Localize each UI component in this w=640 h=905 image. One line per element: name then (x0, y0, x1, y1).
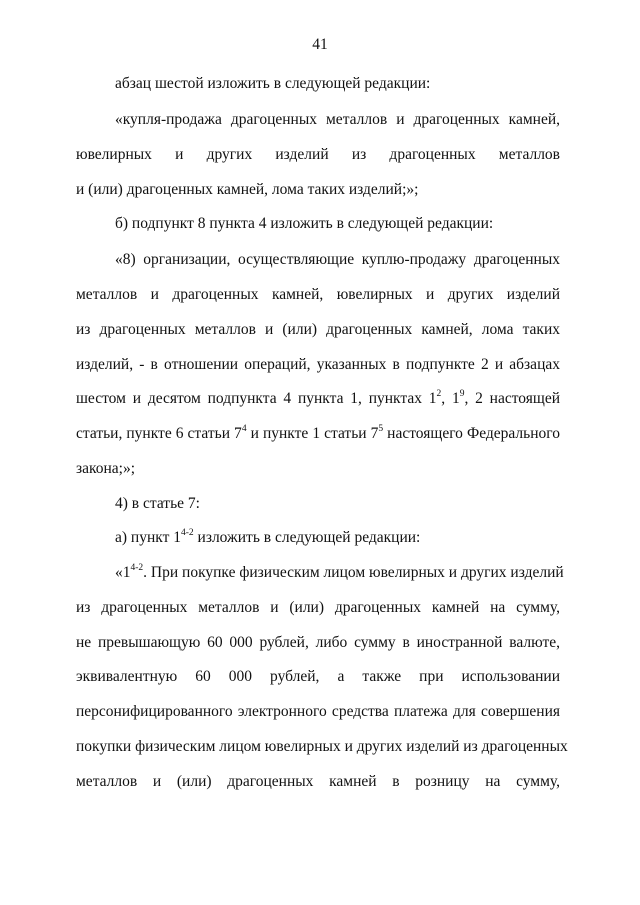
text-line (115, 528, 420, 548)
superscript: 9 (459, 388, 465, 399)
text-line: и (или) драгоценных камней, лома таких изделий;»; (76, 181, 419, 198)
text-line: персонифицированного электронного средства платежа для совершения (76, 703, 560, 720)
text-line (76, 250, 560, 270)
superscript: 5 (378, 423, 384, 434)
text-line (76, 389, 560, 409)
text-line: металлов и драгоценных камней, ювелирных и других изделий (76, 286, 560, 303)
text-line: покупки физическим лицом ювелирных и других изделий из драгоценных (76, 738, 568, 755)
text-line: из драгоценных металлов и (или) драгоценных камней, лома таких (76, 321, 560, 338)
line-text: и пункте 1 статьи 7 (246, 425, 379, 442)
text-line: закона;»; (76, 460, 136, 477)
line-text: а) пункт 1 (115, 529, 181, 546)
line-text: статьи, пункте 6 статьи 7 (76, 425, 242, 442)
superscript: 4-2 (130, 562, 144, 573)
text-line: ювелирных и других изделий из драгоценных металлов (76, 146, 560, 163)
text-line (76, 110, 560, 130)
text-line: 4) в статье 7: (115, 495, 200, 512)
page-number: 41 (312, 36, 328, 53)
line-text: . При покупке физическим лицом ювелирных и других изделий (143, 564, 564, 581)
line-text: изложить в следующей редакции: (193, 529, 421, 546)
line-text: настоящего Федерального (383, 425, 560, 442)
line-text: «купля-продажа драгоценных металлов и драгоценных камней, (115, 111, 560, 128)
text-line: из драгоценных металлов и (или) драгоценных камней на сумму, (76, 599, 560, 616)
text-line: абзац шестой изложить в следующей редакции: (115, 75, 431, 92)
line-text: , 2 настоящей (464, 390, 561, 407)
text-line: изделий, - в отношении операций, указанных в подпункте 2 и абзацах (76, 356, 560, 373)
text-line (76, 424, 560, 444)
line-text: шестом и десятом подпункта 4 пункта 1, пунктах 1 (76, 390, 437, 407)
text-line: эквивалентную 60 000 рублей, а также при использовании (76, 668, 560, 685)
line-text: «1 (115, 564, 131, 581)
text-line: металлов и (или) драгоценных камней в розницу на сумму, (76, 773, 560, 790)
text-line (76, 562, 564, 583)
line-text: , 1 (441, 390, 460, 407)
line-text: «8) организации, осуществляющие куплю-продажу драгоценных (115, 251, 560, 268)
superscript: 4 (241, 423, 247, 434)
superscript: 4-2 (180, 527, 194, 538)
text-line: не превышающую 60 000 рублей, либо сумму в иностранной валюте, (76, 634, 560, 651)
text-line: б) подпункт 8 пункта 4 изложить в следующей редакции: (115, 215, 494, 232)
superscript: 2 (436, 388, 442, 399)
